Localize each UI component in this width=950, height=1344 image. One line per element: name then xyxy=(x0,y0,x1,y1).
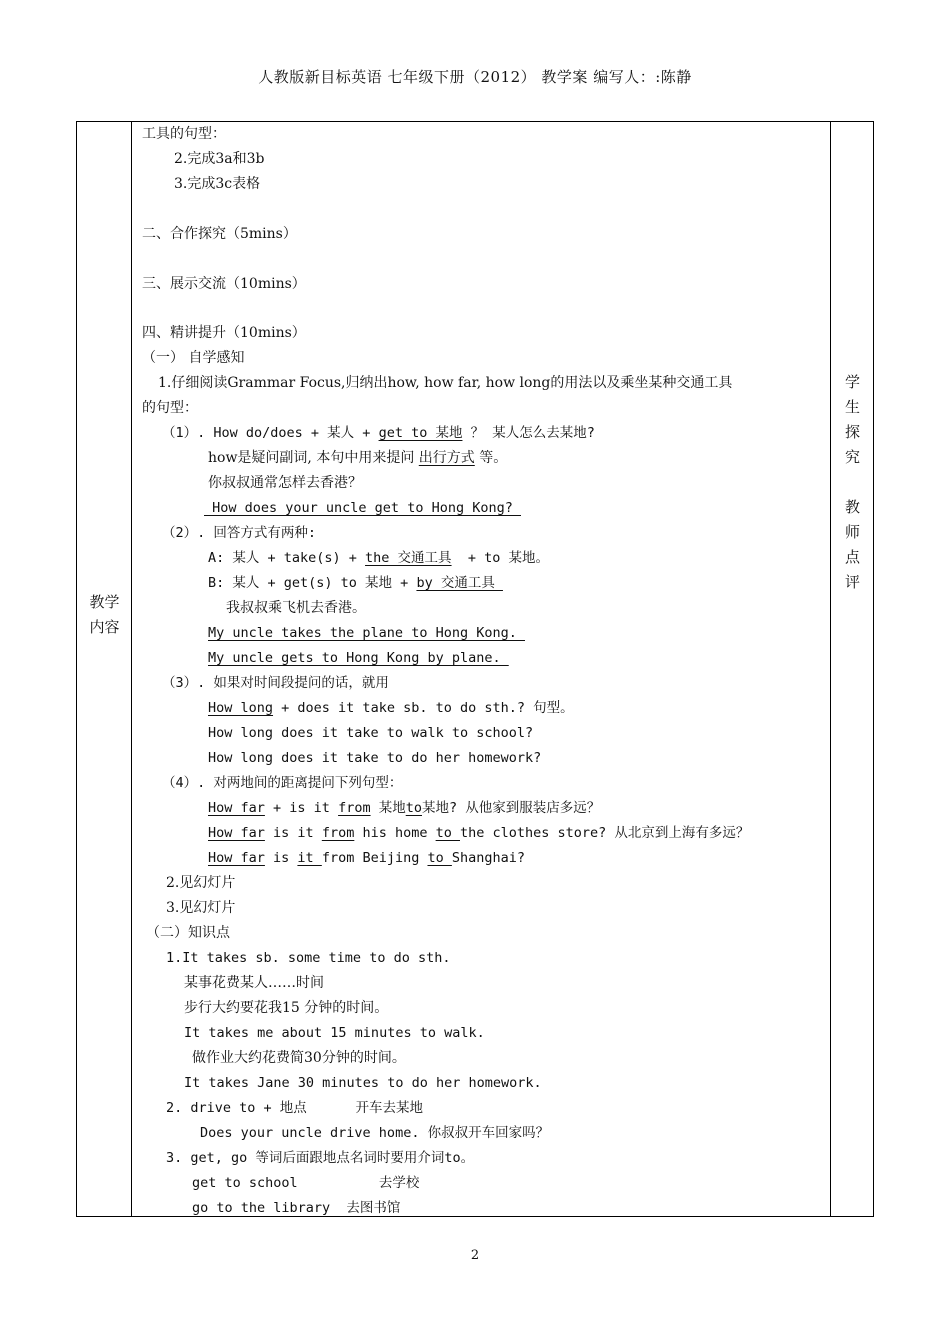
text-line: 2.见幻灯片 xyxy=(166,875,236,891)
pattern-a xyxy=(208,548,549,568)
label-char: 点 xyxy=(844,548,860,566)
text-line: 的句型： xyxy=(142,400,198,416)
label-line: 教学 xyxy=(89,593,120,611)
underlined-blank: How far xyxy=(208,800,265,816)
text-segment: his home xyxy=(354,825,436,841)
text-line: Does your uncle drive home. 你叔叔开车回家吗？ xyxy=(200,1125,550,1141)
underlined-blank: from xyxy=(338,800,371,816)
text-segment: from Beijing xyxy=(321,850,428,866)
text-line: 3. get, go 等词后面跟地点名词时要用介词to。 xyxy=(166,1150,475,1166)
text-segment: is xyxy=(264,850,298,866)
section-heading: 二、合作探究（5mins） xyxy=(142,226,297,242)
text-line xyxy=(208,798,600,818)
column-divider-left xyxy=(131,122,132,1216)
text-segment: how是疑问副词, 本句中用来提问 xyxy=(208,450,419,466)
label-char: 究 xyxy=(844,448,860,466)
example-answer: My uncle gets to Hong Kong by plane. xyxy=(208,650,509,666)
underlined-blank: to xyxy=(427,850,452,866)
pattern-b xyxy=(208,573,503,593)
label-char: 生 xyxy=(844,398,860,416)
text-line: How long does it take to walk to school? xyxy=(208,725,534,741)
text-line xyxy=(208,698,574,718)
text-line: It takes Jane 30 minutes to do her homework. xyxy=(184,1075,542,1091)
label-line: 内容 xyxy=(89,618,120,636)
underlined-blank: to xyxy=(435,825,460,841)
text-line: 我叔叔乘飞机去香港。 xyxy=(226,600,366,616)
text-line: 2. drive to + 地点 开车去某地 xyxy=(166,1100,424,1116)
underlined-blank: How far xyxy=(208,850,265,866)
text-line xyxy=(208,448,507,468)
column-divider-right xyxy=(830,122,831,1216)
text-line xyxy=(208,848,525,868)
text-line: 3.完成3c表格 xyxy=(174,176,261,192)
text-segment: 某地 xyxy=(370,800,406,816)
text-line: 1.It takes sb. some time to do sth. xyxy=(166,950,451,966)
grammar-point-3: （3）. 如果对时间段提问的话，就用 xyxy=(162,675,389,691)
underlined-blank: the 交通工具 xyxy=(365,550,452,566)
text-line: 工具的句型： xyxy=(142,126,226,142)
label-char: 探 xyxy=(844,423,860,441)
text-line: 2.完成3a和3b xyxy=(174,151,265,167)
text-line: get to school 去学校 xyxy=(192,1175,420,1191)
underlined-blank: 出行方式 xyxy=(418,450,475,466)
label-char xyxy=(831,470,874,495)
underlined-blank: from xyxy=(321,825,355,841)
text-segment: ？ 某人怎么去某地? xyxy=(462,425,595,441)
text-line xyxy=(208,823,749,843)
section-heading: 三、展示交流（10mins） xyxy=(142,276,306,292)
text-line: 3.见幻灯片 xyxy=(166,900,236,916)
label-char: 评 xyxy=(844,573,860,591)
text-line: go to the library 去图书馆 xyxy=(192,1200,401,1216)
underlined-blank: it xyxy=(297,850,322,866)
underlined-blank: How far xyxy=(208,825,265,841)
subsection-heading: （一） 自学感知 xyxy=(142,350,245,366)
example-answer: How does your uncle get to Hong Kong? xyxy=(204,500,521,516)
underlined-blank: How long xyxy=(208,700,274,716)
underlined-blank: to xyxy=(405,800,422,816)
text-segment: + to 某地。 xyxy=(451,550,549,566)
text-segment: is it xyxy=(264,825,322,841)
text-line: 某事花费某人……时间 xyxy=(184,975,324,991)
page-number: 2 xyxy=(470,1248,480,1263)
underlined-blank: by 交通工具 xyxy=(416,575,503,591)
underlined-blank: get to 某地 xyxy=(378,425,463,441)
section-label-teaching-content xyxy=(77,590,132,640)
section-heading: 四、精讲提升（10mins） xyxy=(142,325,306,341)
grammar-point-2: （2）. 回答方式有两种: xyxy=(162,525,317,541)
grammar-point-1 xyxy=(162,423,595,443)
label-char: 学 xyxy=(844,373,860,391)
example-answer: My uncle takes the plane to Hong Kong. xyxy=(208,625,525,641)
text-line: How long does it take to do her homework? xyxy=(208,750,542,766)
text-segment: A: 某人 + take(s) + xyxy=(208,550,366,566)
text-line: 你叔叔通常怎样去香港？ xyxy=(208,475,362,491)
text-line: 做作业大约花费简30分钟的时间。 xyxy=(192,1050,406,1066)
label-char: 师 xyxy=(844,523,860,541)
section-label-student-teacher xyxy=(831,370,874,595)
text-line: 步行大约要花我15 分钟的时间。 xyxy=(184,1000,389,1016)
label-char: 教 xyxy=(844,498,860,516)
page-header: 人教版新目标英语 七年级下册（2012） 教学案 编写人：:陈静 xyxy=(258,68,692,86)
text-line: It takes me about 15 minutes to walk. xyxy=(184,1025,485,1041)
text-segment: + does it take sb. to do sth.? 句型。 xyxy=(273,700,574,716)
lesson-table xyxy=(76,121,874,1217)
text-segment: 等。 xyxy=(474,450,508,466)
text-segment: + is it xyxy=(264,800,339,816)
text-line: 1.仔细阅读Grammar Focus,归纳出how, how far, how long的用法以及乘坐某种交通工具 xyxy=(158,375,733,391)
text-segment: the clothes store? 从北京到上海有多远？ xyxy=(460,825,750,841)
text-segment: Shanghai? xyxy=(451,850,526,866)
subsection-heading: （二）知识点 xyxy=(146,925,230,941)
text-segment: （1）. How do/does + 某人 + xyxy=(162,425,379,441)
grammar-point-4: （4）. 对两地间的距离提问下列句型： xyxy=(162,775,403,791)
text-segment: B: 某人 + get(s) to 某地 + xyxy=(208,575,417,591)
text-segment: 某地? 从他家到服装店多远？ xyxy=(421,800,601,816)
